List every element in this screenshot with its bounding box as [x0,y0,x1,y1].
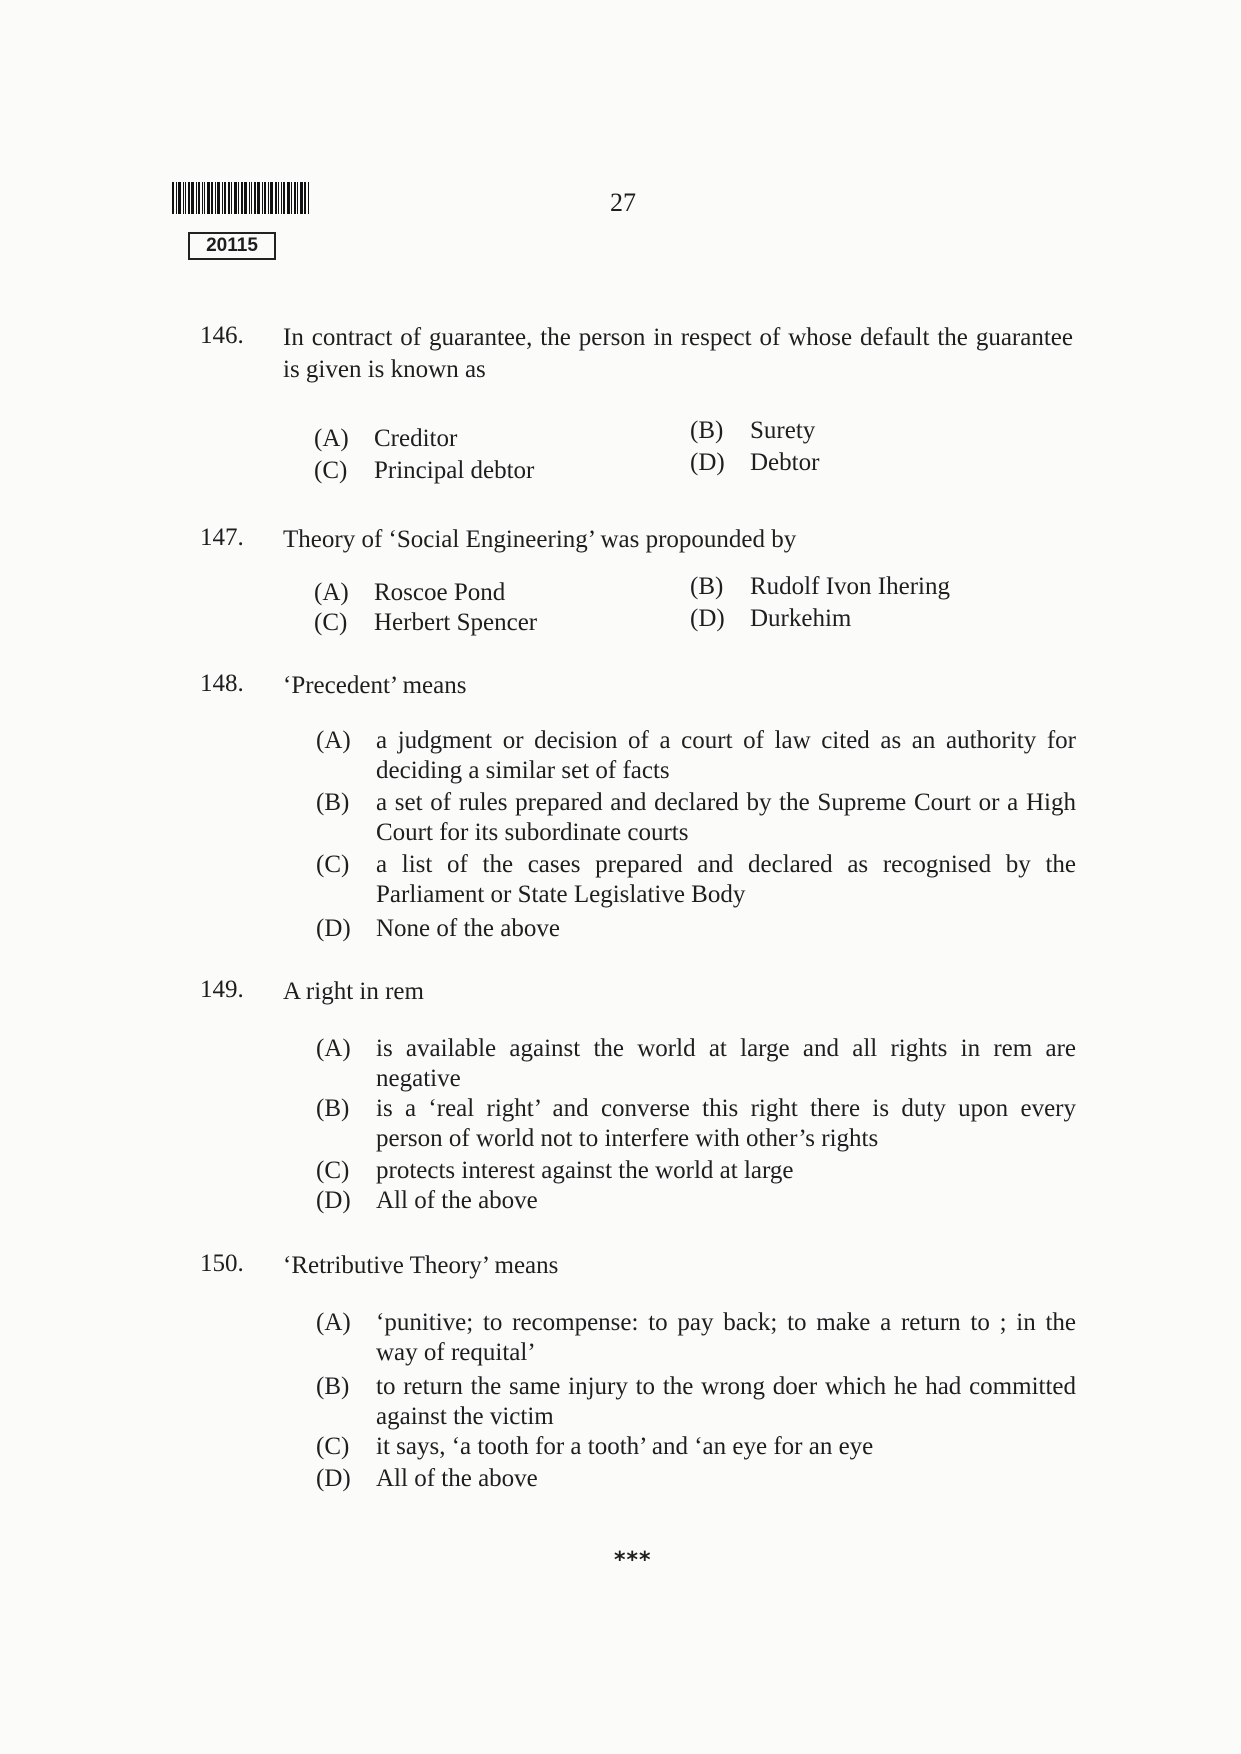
option-text: ‘punitive; to recompense: to pay back; to make a return to ; in the way of requital’ [376,1309,1076,1366]
question-number: 147. [200,524,244,551]
barcode-bar [244,182,247,214]
option-label: (D) [690,449,725,476]
barcode-bar [211,182,213,214]
option-text: it says, ‘a tooth for a tooth’ and ‘an eye for an eye [376,1433,874,1460]
question-number: 149. [200,976,244,1003]
question-number: 146. [200,322,244,349]
option-label: (A) [316,727,351,754]
option-text: Surety [750,417,816,444]
barcode-bar [207,182,210,214]
barcode-bar [222,182,223,214]
option-text: Roscoe Pond [374,579,506,606]
option-label: (C) [314,609,348,636]
option-label: (D) [690,605,725,632]
option-text: Rudolf Ivon Ihering [750,573,950,600]
barcode [172,182,336,214]
option-label: (A) [314,579,349,606]
end-of-paper-mark: *** [614,1548,652,1573]
barcode-bar [176,182,177,214]
option-label: (B) [690,573,724,600]
barcode-bar [304,182,306,214]
barcode-bar [297,182,298,214]
barcode-bar [204,182,205,214]
barcode-bar [183,182,184,214]
barcode-bar [224,182,226,214]
question-text: A right in rem [283,978,424,1005]
question-number: 148. [200,670,244,697]
barcode-bar [215,182,216,214]
barcode-bar [281,182,282,214]
option-label: (B) [316,789,350,816]
option-label: (D) [316,915,351,942]
option-label: (B) [316,1373,350,1400]
barcode-bar [300,182,303,214]
barcode-bar [308,182,309,214]
option-label: (A) [316,1309,351,1336]
option-text: None of the above [376,915,560,942]
option-text: All of the above [376,1187,538,1214]
barcode-bar [217,182,220,214]
barcode-bar [238,182,239,214]
barcode-bar [228,182,230,214]
option-text: is available against the world at large and all rights in rem are negative [376,1035,1076,1092]
barcode-bar [202,182,203,214]
barcode-bar [257,182,260,214]
option-text: a list of the cases prepared and declared as recognised by the Parliament or State Legislative Body [376,851,1076,908]
barcode-bar [249,182,250,214]
option-label: (B) [690,417,724,444]
option-text: All of the above [376,1465,538,1492]
option-label: (D) [316,1187,351,1214]
question-number: 150. [200,1250,244,1277]
question-text: ‘Retributive Theory’ means [283,1252,559,1279]
barcode-bar [270,182,273,214]
option-text: a set of rules prepared and declared by the Supreme Court or a High Court for its subordinate courts [376,789,1076,846]
barcode-bar [294,182,296,214]
option-text: Herbert Spencer [374,609,538,636]
option-label: (C) [314,457,348,484]
barcode-bar [172,182,174,214]
option-text: to return the same injury to the wrong doer which he had committed against the victim [376,1373,1076,1430]
option-label: (C) [316,1433,350,1460]
option-label: (A) [316,1035,351,1062]
option-text: Principal debtor [374,457,535,484]
barcode-bar [264,182,266,214]
barcode-bar [268,182,269,214]
barcode-bar [234,182,237,214]
barcode-bar [254,182,256,214]
barcode-bar [231,182,232,214]
barcode-bar [198,182,200,214]
option-label: (D) [316,1465,351,1492]
question-text: In contract of guarantee, the person in respect of whose default the guarantee is given is known as [283,324,1073,383]
question-text: ‘Precedent’ means [283,672,467,699]
barcode-bar [241,182,243,214]
option-label: (C) [316,1157,350,1184]
barcode-bar [275,182,277,214]
barcode-bar [278,182,279,214]
barcode-bar [251,182,252,214]
option-text: Creditor [374,425,458,452]
option-text: Debtor [750,449,820,476]
question-text: Theory of ‘Social Engineering’ was propounded by [283,526,797,553]
option-text: is a ‘real right’ and converse this right there is duty upon every person of world not to interfere with other’s rights [376,1095,1076,1152]
option-text: protects interest against the world at large [376,1157,794,1184]
option-label: (A) [314,425,349,452]
barcode-bar [191,182,194,214]
barcode-bar [291,182,292,214]
option-text: Durkehim [750,605,852,632]
option-label: (C) [316,851,350,878]
barcode-bar [283,182,285,214]
barcode-bar [178,182,181,214]
barcode-bar [196,182,197,214]
barcode-bar [262,182,263,214]
barcode-bar [188,182,190,214]
option-label: (B) [316,1095,350,1122]
option-text: a judgment or decision of a court of law cited as an authority for deciding a similar set of facts [376,727,1076,784]
barcode-bar [287,182,290,214]
paper-code-box: 20115 [188,232,276,260]
page-number: 27 [610,188,636,217]
barcode-bar [185,182,186,214]
